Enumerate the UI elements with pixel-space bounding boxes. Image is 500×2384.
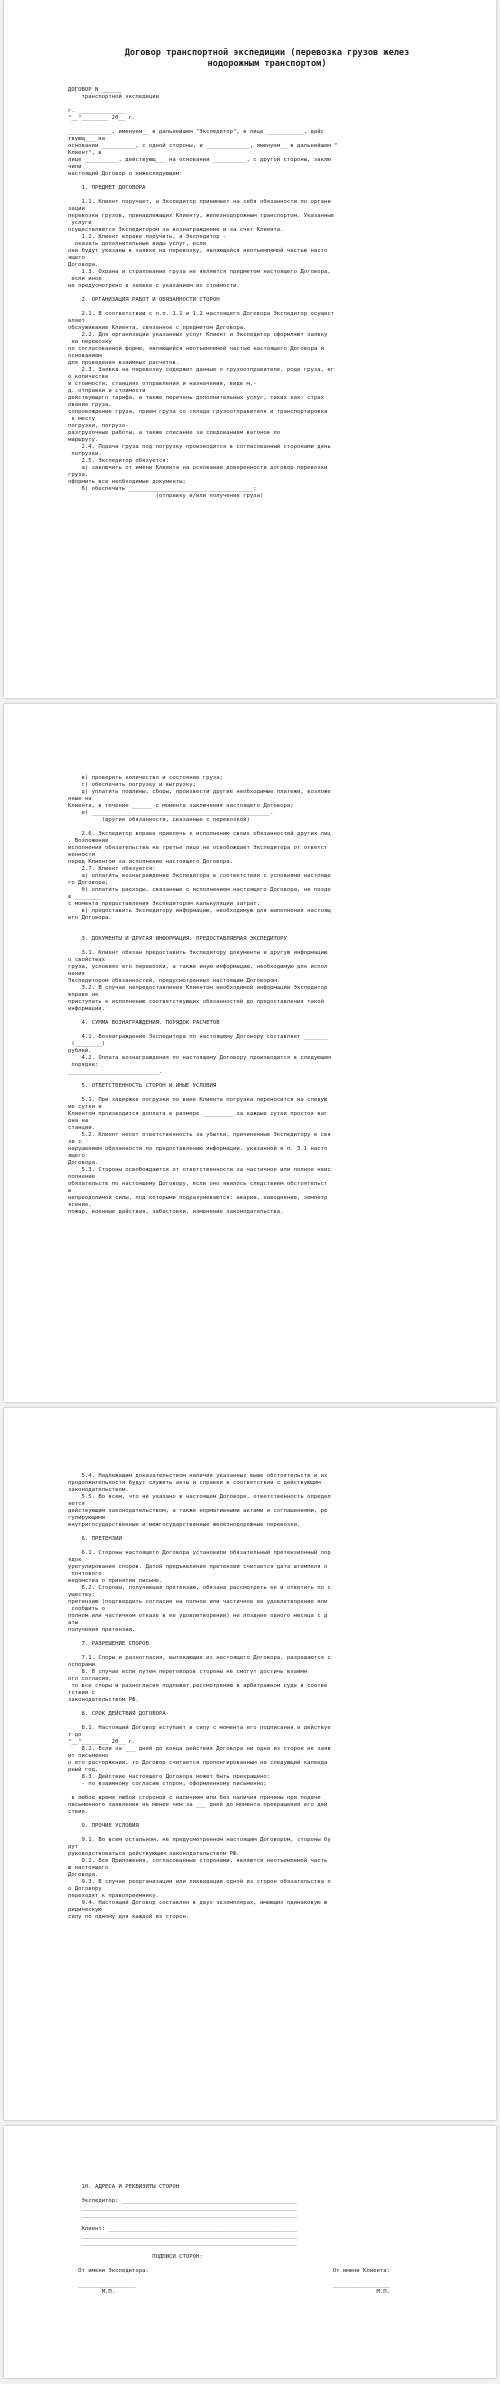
text-line: 1. ПРЕДМЕТ ДОГОВОРА: [68, 185, 146, 191]
text-line: 7.1. Споры и разногласия, вытекающие из настоящего Договора, разрешаются с: [68, 1655, 331, 1661]
text-line: они будут указаны в заявке на перевозку, являющейся неотъемлемой частью насто: [68, 248, 328, 254]
text-line: действующим законодательством, а также нормативными актами и соглашениями, ре: [68, 1508, 328, 1514]
text-line: груза,: [68, 472, 89, 478]
text-line: 1.1. Клиент поручает, а Экспедитор принимает на себя обязанности по органи: [68, 199, 331, 205]
text-line: т до: [68, 1732, 82, 1738]
text-line: "__"________ 20__ г.: [68, 115, 136, 121]
text-line: настоящий Договор о нижеследующем:: [68, 171, 183, 177]
text-line: [68, 1788, 480, 1795]
text-line: [68, 1648, 480, 1655]
text-line: г. ______________: [68, 108, 126, 114]
text-line: 6.2. Стороны, получившая претензию, обязана рассмотреть ее и ответить по с: [68, 1585, 331, 1591]
text-line: ит письменно: [68, 1753, 109, 1759]
page-2: [4, 704, 496, 1402]
text-line: ование груза,: [68, 402, 112, 408]
client-signature-label: От имени Клиента:: [332, 2268, 390, 2274]
text-line: 5.3. Стороны освобождаются от ответственности за частичное или полное неис: [68, 1167, 331, 1173]
text-line: уществу:: [68, 1592, 95, 1598]
text-line: информации.: [68, 1006, 106, 1012]
text-line: с момента предоставления Экспедитором калькуляции затрат;: [68, 901, 260, 907]
text-line: го Договора;: [68, 880, 109, 886]
forwarder-signature-label: От имени Экспедитора:: [68, 2268, 149, 2274]
text-line: 5.5. Во всем, что не указано в настоящем Договоре, ответственность определ: [68, 1494, 331, 1500]
text-line: 2.2. Для организации указанных услуг Клиент и Экспедитор оформляют заявку: [68, 332, 328, 338]
text-line: в) проверить количество и состояние груза;: [68, 775, 223, 781]
text-line: груза, условиях его перевозки, а также иную информацию, необходимую для испол: [68, 964, 328, 970]
text-line: перевозки грузов, принадлежащих Клиенту, железнодорожным транспортом. Указанные: [68, 213, 335, 219]
text-line: переходят к правопреемнику.: [68, 1893, 159, 1899]
text-line: рублей.: [68, 1048, 92, 1054]
text-line: если иное: [68, 276, 102, 282]
text-line: [68, 1529, 480, 1536]
text-line: (другие обязанности, связанные с перевозкой): [68, 817, 250, 823]
text-line: Договора.: [68, 262, 99, 268]
text-line: погрузки.: [68, 451, 102, 457]
text-line: [68, 101, 480, 108]
client-stamp-label: М.П.: [349, 2289, 390, 2295]
text-line: оформить все необходимые документы;: [68, 479, 186, 485]
text-line: [68, 290, 480, 297]
text-line: д. отправки и стоимости: [68, 388, 146, 394]
signatures-row-lines: [68, 2282, 480, 2289]
text-line: е ________: [68, 894, 102, 900]
forwarder-requisites-field: Экспедитор: ____________________________________________________: [68, 2198, 298, 2204]
text-line: 4. СУММА ВОЗНАГРАЖДЕНИЯ. ПОРЯДОК РАСЧЕТОВ: [68, 1020, 220, 1026]
text-line: а) заключить от имени Клиента на основании доверенности договор перевозки: [68, 465, 328, 471]
text-line: в) предоставить Экспедитору информацию, необходимую для выполнения настоящ: [68, 908, 331, 914]
text-line: законодательством.: [68, 1487, 129, 1493]
text-line: ящего: [68, 255, 85, 261]
text-line: внутригосударственные и межгосударственные железнодорожные перевозки.: [68, 1522, 301, 1528]
text-line: тствии с: [68, 1690, 95, 1696]
client-signature-line: _________________: [332, 2282, 390, 2288]
text-line: вправе не: [68, 992, 99, 998]
text-line: [68, 1027, 480, 1034]
text-line: обслуживание Клиента, связанное с предметом Договора.: [68, 325, 247, 331]
text-line: 4.1. Вознаграждение Экспедитора по настоящему Договору составляет _______: [68, 1034, 328, 1040]
text-line: лице __________, действующ___ на основании __________, с другой стороны, заклю: [68, 157, 331, 163]
text-line: ие сутки и: [68, 1104, 102, 1110]
forwarder-requisites-line: ________________________________________________________________: [68, 2205, 298, 2211]
text-line: урегулирования споров. Датой предъявления претензии считается дата штемпеля о: [68, 1564, 328, 1570]
text-line: аты: [68, 1620, 79, 1626]
text-line: приступать к исполнению соответствующих обязанностей до предоставления такой: [68, 999, 324, 1005]
text-line: б) обеспечить _____________________________________;: [68, 486, 257, 492]
text-line: 8.1. Настоящий Договор вступает в силу с момента его подписания и действуе: [68, 1725, 331, 1731]
text-line: [68, 1634, 480, 1641]
text-line: о его расторжении, то Договор считается пролонгированным на следующий календа: [68, 1760, 328, 1766]
client-requisites-line: ________________________________________________________________: [68, 2240, 298, 2246]
text-line: законодательством РФ.: [68, 1697, 139, 1703]
text-line: [68, 1718, 480, 1725]
text-line: вляет: [68, 318, 85, 324]
text-line: [68, 1090, 480, 1097]
text-line: [68, 929, 480, 936]
text-line: полнение: [68, 1174, 95, 1180]
text-line: о Договору: [68, 1886, 102, 1892]
signatures-row-labels: [68, 2268, 480, 2275]
text-line: 3.2. В случае непредоставления Клиентом необходимой информации Экспедитор: [68, 985, 328, 991]
text-line: его Договора.: [68, 915, 112, 921]
text-line: получения претензии.: [68, 1627, 136, 1633]
text-line: Договора.: [68, 1160, 99, 1166]
text-line: ядок: [68, 1557, 82, 1563]
text-line: [68, 943, 480, 950]
text-line: чили: [68, 164, 82, 170]
text-line: ясение,: [68, 1202, 92, 1208]
text-line: ящего: [68, 1153, 85, 1159]
text-line: 9.1. Во всем остальном, не предусмотренном настоящим Договором, стороны бу: [68, 1837, 331, 1843]
page-2-body: [68, 768, 480, 1216]
forwarder-requisites-line: ________________________________________________________________: [68, 2212, 298, 2218]
text-line: ведомства о принятии письма.: [68, 1578, 163, 1584]
document-title: Договор транспортной экспедиции (перевозка грузов желез нодорожным транспортом): [124, 48, 410, 69]
text-line: 9.3. В случае реорганизации или ликвидации одной из сторон обязательства п: [68, 1879, 331, 1885]
text-line: зи с: [68, 1139, 82, 1145]
text-line: 4.2. Оплата вознаграждения по настоящему Договору производится в следующем: [68, 1055, 331, 1061]
text-line: в любое время любой стороной с наличием или без наличия причины при подаче: [68, 1795, 321, 1801]
text-line: [68, 922, 480, 929]
text-line: 1.2. Клиент вправе поручить, а Экспедитор -: [68, 234, 227, 240]
text-line: [68, 1816, 480, 1823]
text-line: почтового: [68, 1571, 102, 1577]
text-line: сообщить о: [68, 1606, 106, 1612]
text-line: 2.1. В соответствии с п.п. 1.1 и 1.2 настоящего Договора Экспедитор осущест: [68, 311, 335, 317]
text-line: станции.: [68, 1125, 95, 1131]
text-line: 3.1. Клиент обязан предоставить Экспедитору документы и другую информацию: [68, 950, 328, 956]
text-line: транспортной экспедиции: [68, 94, 159, 100]
text-line: - по взаимному согласию сторон, оформленному письменно;: [68, 1781, 267, 1787]
text-line: д) уплатить пошлины, сборы, произвести другие необходимые платежи, возложе: [68, 789, 331, 795]
text-line: 2.4. Подача груза под погрузку производится в согласованный сторонами день: [68, 444, 331, 450]
text-line: оказать дополнительные виды услуг, если: [68, 241, 207, 247]
text-line: она на: [68, 1118, 89, 1124]
text-line: 5. ОТВЕТСТВЕННОСТЬ СТОРОН И ИНЫЕ УСЛОВИЯ: [68, 1083, 217, 1089]
text-line: действующего тарифа, а также перечень дополнительных услуг, таких как: страх: [68, 395, 324, 401]
text-line: зации: [68, 206, 85, 212]
page-1: [4, 0, 496, 698]
text-line: Клиент", в: [68, 150, 102, 156]
text-line: письменного заявления не менее чем за ___ дней до момента прекращения его дей: [68, 1802, 328, 1808]
text-line: порядке:: [68, 1062, 99, 1068]
text-line: г) обеспечить погрузку и выгрузку;: [68, 782, 196, 788]
text-line: 2.3. Заявка на перевозку содержит данные о грузоотправителе, роде груза, ег: [68, 367, 335, 373]
text-line: гулирующими: [68, 1515, 106, 1521]
text-line: [68, 824, 480, 831]
text-line: 5.1. При задержке погрузки по вине Клиента погрузка переносится на следую: [68, 1097, 328, 1103]
text-line: 2.5. Экспедитор обязуется:: [68, 458, 170, 464]
text-line: Договора.: [68, 1872, 99, 1878]
text-line: ого согласия,: [68, 1676, 112, 1682]
text-line: 9.4. Настоящий Договор составлен в двух экземплярах, имеющих одинаковую ю: [68, 1900, 328, 1906]
signatures-row-stamps: [68, 2289, 480, 2296]
text-line: [68, 1704, 480, 1711]
forwarder-stamp-label: М.П.: [68, 2289, 116, 2295]
text-line: силу по одному для каждой из сторон.: [68, 1914, 190, 1920]
text-line: [68, 768, 480, 775]
text-line: (________): [68, 1041, 106, 1047]
text-line: [68, 1830, 480, 1837]
text-line: то все споры и разногласия подлежат рассмотрению в арбитражном суде в соотве: [68, 1683, 328, 1689]
text-line: е) _____________________________________________________.: [68, 810, 274, 816]
client-requisites-field: Клиент: ________________________________________________________: [68, 2226, 298, 2232]
text-line: "__"________ 20__ г.: [68, 1739, 136, 1745]
page-1-body: [68, 87, 480, 500]
text-line: 8.2. Если за ___ дней до конца действия Договора ни одна из сторон не заяв: [68, 1746, 331, 1752]
text-line: к месту: [68, 416, 95, 422]
text-line: ридическую: [68, 1907, 102, 1913]
requisites-heading: 10. АДРЕСА И РЕКВИЗИТЫ СТОРОН: [68, 2184, 180, 2190]
text-line: о количестве: [68, 374, 109, 380]
text-line: б) оплатить расходы, связанные с исполнением настоящего Договора, не позде: [68, 887, 331, 893]
text-line: 2. ОРГАНИЗАЦИЯ РАБОТ И ОБЯЗАННОСТИ СТОРОН: [68, 297, 220, 303]
text-line: перед Клиентом за исполнение настоящего Договора.: [68, 859, 234, 865]
page-3-body: [68, 1466, 480, 1921]
text-line: [68, 122, 480, 129]
text-line: 5.4. Надлежащим доказательством наличия указанных выше обстоятельств и их: [68, 1473, 328, 1479]
text-line: руководствоваться действующим законодательством РФ.: [68, 1851, 240, 1857]
text-line: ю настоящего: [68, 1865, 109, 1871]
text-line: яется: [68, 1501, 85, 1507]
text-line: услуги: [68, 220, 92, 226]
text-line: продолжительности будут служить акты и справки в соответствии с действующим: [68, 1480, 321, 1486]
text-line: нения: [68, 971, 85, 977]
text-line: претензию (подтвердить согласие на полное или частичное ее удовлетворение или: [68, 1599, 328, 1605]
text-line: 7. РАЗРЕШЕНИЕ СПОРОВ: [68, 1641, 149, 1647]
text-line: (отправку и/или получение груза): [68, 493, 264, 499]
text-line: а) оплатить вознаграждение Экспедитора в соответствии с условиями настояще: [68, 873, 331, 879]
text-line: для проведения взаимных расчетов.: [68, 360, 180, 366]
text-line: непреодолимой силы, под которыми подразумеваются: аварии, наводнение, землетр: [68, 1195, 328, 1201]
text-line: Клиентом производится доплата в размере _________ за каждые сутки простоя ваг: [68, 1111, 328, 1117]
text-line: основании __________, с одной стороны, и _____________, именуем__ в дальнейшем ": [68, 143, 338, 149]
text-line: нарушением обязанности по предоставлению информации, указанной в п. 3.1 насто: [68, 1146, 328, 1152]
text-line: ствия.: [68, 1809, 89, 1815]
text-line: 6. ПРЕТЕНЗИИ: [68, 1536, 122, 1542]
page-3: [4, 1408, 496, 2120]
text-line: 2.7. Клиент обязуется:: [68, 866, 156, 872]
text-line: [68, 304, 480, 311]
text-line: дут: [68, 1844, 79, 1850]
text-line: 9.2. Все Приложения, согласованные сторонами, являются неотъемлемой часть: [68, 1858, 328, 1864]
text-line: осуществляются Экспедитором за вознаграждение и за счет Клиента.: [68, 227, 284, 233]
text-line: 3. ДОКУМЕНТЫ И ДРУГАЯ ИНФОРМАЦИЯ, ПРЕДОСТАВЛЯЕМАЯ ЭКСПЕДИТОРУ: [68, 936, 287, 942]
text-line: [68, 192, 480, 199]
text-line: 2.6. Экспедитор вправе привлечь к исполнению своих обязанностей других лиц: [68, 831, 331, 837]
text-line: Экспедитором обязанностей, предусмотренных настоящим Договором.: [68, 978, 281, 984]
text-line: на перевозку: [68, 339, 112, 345]
signatures-heading: ПОДПИСИ СТОРОН:: [68, 2254, 203, 2260]
text-line: венности: [68, 852, 95, 858]
text-line: 5.2. Клиент несет ответственность за убытки, причиненные Экспедитору в свя: [68, 1132, 331, 1138]
text-line: [68, 1543, 480, 1550]
text-line: и стоимости, станциях отправления и назначения, виде м.-: [68, 381, 257, 387]
text-line: . Возложение: [68, 838, 109, 844]
text-line: разгрузочные работы, а также списание за следованием вагонов по: [68, 430, 281, 436]
text-line: 1.3. Охрана и страхование груза не являются предметом настоящего Договора,: [68, 269, 331, 275]
text-line: [68, 1076, 480, 1083]
text-line: 9. ПРОЧИЕ УСЛОВИЯ: [68, 1823, 139, 1829]
text-line: ДОГОВОР N ______: [68, 87, 122, 93]
text-line: основанием: [68, 353, 102, 359]
text-line: [68, 178, 480, 185]
text-line: пожар, военные действия, забастовки, изменение законодательства.: [68, 1209, 284, 1215]
text-line: по согласованной форме, являющейся неотъемлемой частью настоящего Договора и: [68, 346, 324, 352]
client-requisites-line: ________________________________________________________________: [68, 2233, 298, 2239]
text-line: полном или частичном отказе в ее удовлетворении) не позднее одного месяца с д: [68, 1613, 328, 1619]
forwarder-signature-line: _________________: [68, 2282, 136, 2288]
page-4: [4, 2126, 496, 2378]
text-line: в: [68, 1188, 72, 1194]
text-line: о свойствах: [68, 957, 106, 963]
text-line: погрузки, погрузо-: [68, 423, 129, 429]
text-line: не предусмотрено в заявке с указанием их стоимости.: [68, 283, 240, 289]
text-line: _____________, именуем__ в дальнейшем "Экспедитор", в лице ___________, дейс: [68, 129, 324, 135]
text-line: обязательств по настоящему Договору, если оно явилось следствием обстоятельст: [68, 1181, 328, 1187]
text-line: 8.3. Действие настоящего Договора может быть прекращено:: [68, 1774, 271, 1780]
text-line: [68, 1013, 480, 1020]
text-line: ___________________________.: [68, 1069, 163, 1075]
text-line: рный год.: [68, 1767, 99, 1773]
text-line: Клиента, в течение ______ с момента заключения настоящего Договора;: [68, 803, 294, 809]
text-line: нные на: [68, 796, 92, 802]
text-line: сопровождение груза, прием груза со склада грузоотправителя и транспортировка: [68, 409, 328, 415]
text-line: маршруту.: [68, 437, 99, 443]
text-line: [68, 1466, 480, 1473]
text-line: 6.1. Стороны настоящего Договора установили обязательный претензионный пор: [68, 1550, 331, 1556]
text-line: твующ___ на: [68, 136, 106, 142]
text-line: исполнения обязательства на третье лицо не освобождает Экспедитора от ответст: [68, 845, 328, 851]
text-line: 8. В случае если путем переговоров стороны не смогут достичь взаимн: [68, 1669, 308, 1675]
text-line: оспорами: [68, 1662, 95, 1668]
text-line: 8. СРОК ДЕЙСТВИЯ ДОГОВОРА: [68, 1711, 166, 1717]
